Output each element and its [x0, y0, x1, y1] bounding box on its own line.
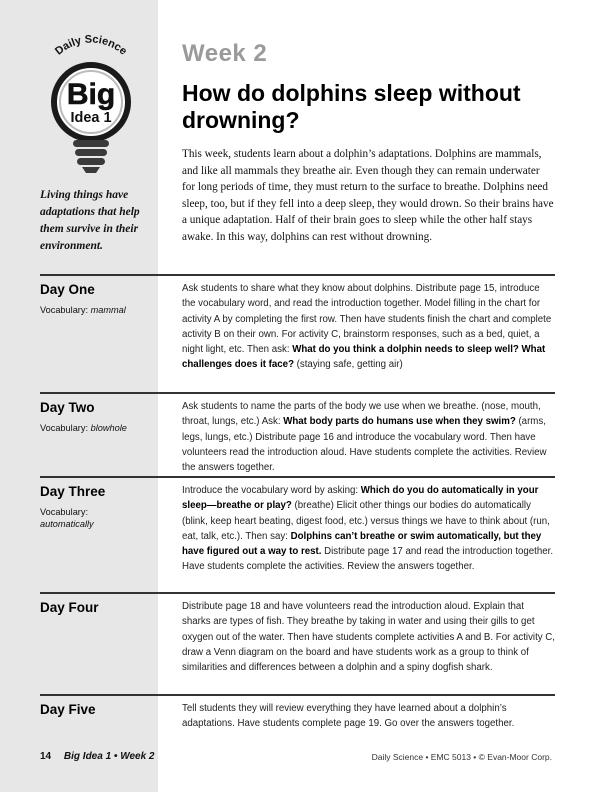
logo-arc-text: Daily Science [53, 33, 130, 58]
vocabulary-note [40, 422, 150, 434]
day-instructions [182, 701, 555, 732]
intro-paragraph: This week, students learn about a dolphin’s adaptations. Dolphins are mammals, and like all mammals they breathe air. Even though they can remain underwater for long periods of time, they must return to the surface to breathe. Dolphins need sleep, too, but if they fell into a deep sleep, they would drown. So their brains have a unique adaptation. Half of their brain goes to sleep while the other half stays awake. In this way, dolphins can rest without drowning. [182, 148, 554, 243]
instruction-text: Tell students they will review everything they have learned about a dolphin’s adaptations. Have students complete page 19. Go over the answers together. [182, 703, 515, 730]
footer-breadcrumb: Big Idea 1 • Week 2 [63, 751, 155, 762]
section-divider [40, 274, 555, 276]
vocabulary-word: automatically [40, 519, 94, 529]
instruction-text: Distribute page 17 and read the introduction together. Have students complete the activities. Review the answers together. [182, 546, 554, 573]
instruction-text: (staying safe, getting air) [293, 359, 403, 371]
vocabulary-note [40, 506, 150, 530]
instruction-text: Ask students to share what they know about dolphins. Distribute page 15, introduce the vocabulary word, and read the introduction together. Model filling in the chart for activity A by completing the first row. Then have students finish the chart and complete activity B on their own. For activity C, brainstorm responses, such as a bed, quiet, a night light, etc. Then ask: [182, 283, 552, 356]
vocabulary-label: Vocabulary: [40, 305, 89, 315]
instruction-text: Ask students to name the parts of the body we use when we breathe. (nose, mouth, throat, lungs, etc.) Ask: [182, 401, 541, 428]
big-idea-statement: Living things have adaptations that help them survive in their environment. [40, 189, 140, 252]
logo-big-text: Big [66, 78, 116, 111]
section-divider [40, 392, 555, 394]
logo-idea-text: Idea 1 [70, 110, 112, 126]
vocabulary-word: mammal [90, 305, 126, 315]
footer-credit: Daily Science • EMC 5013 • © Evan-Moor Corp. [371, 752, 552, 762]
instruction-question: Which do you do automatically in your sleep—breathe or play? [182, 485, 539, 512]
day-heading: Day One [40, 282, 95, 297]
day-instructions [182, 399, 555, 475]
section-divider [40, 592, 555, 594]
vocabulary-note [40, 304, 150, 316]
vocabulary-label: Vocabulary: [40, 423, 89, 433]
day-instructions [182, 599, 555, 675]
instruction-text: Introduce the vocabulary word by asking: [182, 485, 361, 496]
lightbulb-logo-icon [36, 30, 146, 180]
day-heading: Day Three [40, 484, 106, 499]
day-heading: Day Two [40, 400, 95, 415]
day-instructions [182, 483, 555, 575]
vocabulary-label: Vocabulary: [40, 507, 89, 517]
instruction-text: (arms, legs, lungs, etc.) Distribute page 16 and introduce the vocabulary word. Then have volunteers read the introduction aloud. Have students complete the activities. Review the answers together. [182, 416, 547, 474]
instruction-question: What body parts do humans use when they swim? [283, 416, 516, 428]
page-title: How do dolphins sleep without drowning? [182, 80, 521, 133]
day-heading: Day Four [40, 600, 99, 615]
svg-text:Daily Science [53, 33, 129, 57]
footer-left [40, 751, 154, 762]
vocabulary-word: blowhole [90, 423, 127, 433]
instruction-text: Distribute page 18 and have volunteers read the introduction aloud. Explain that sharks are types of fish. They breathe by taking in water and using their gills to get oxygen out of the water. Then have students complete activities A and B. For activity C, draw a Venn diagram on the board and have students work as a group to think of similarities and differences between a dolphin and a spiny dogfish shark. [182, 601, 555, 674]
instruction-text: (breathe) Elicit other things our bodies do automatically (blink, keep heart beating, digest food, etc.) versus things we have to think about (run, eat, talk, etc.). Then say: [182, 500, 550, 542]
week-heading: Week 2 [182, 40, 268, 67]
instruction-question: What do you think a dolphin needs to sleep well? What challenges does it face? [182, 344, 546, 371]
section-divider [40, 476, 555, 478]
section-divider [40, 694, 555, 696]
day-instructions [182, 281, 555, 373]
page-number: 14 [40, 751, 52, 762]
day-heading: Day Five [40, 702, 96, 717]
instruction-statement: Dolphins can’t breathe or swim automatically, but they have figured out a way to rest. [182, 530, 542, 558]
